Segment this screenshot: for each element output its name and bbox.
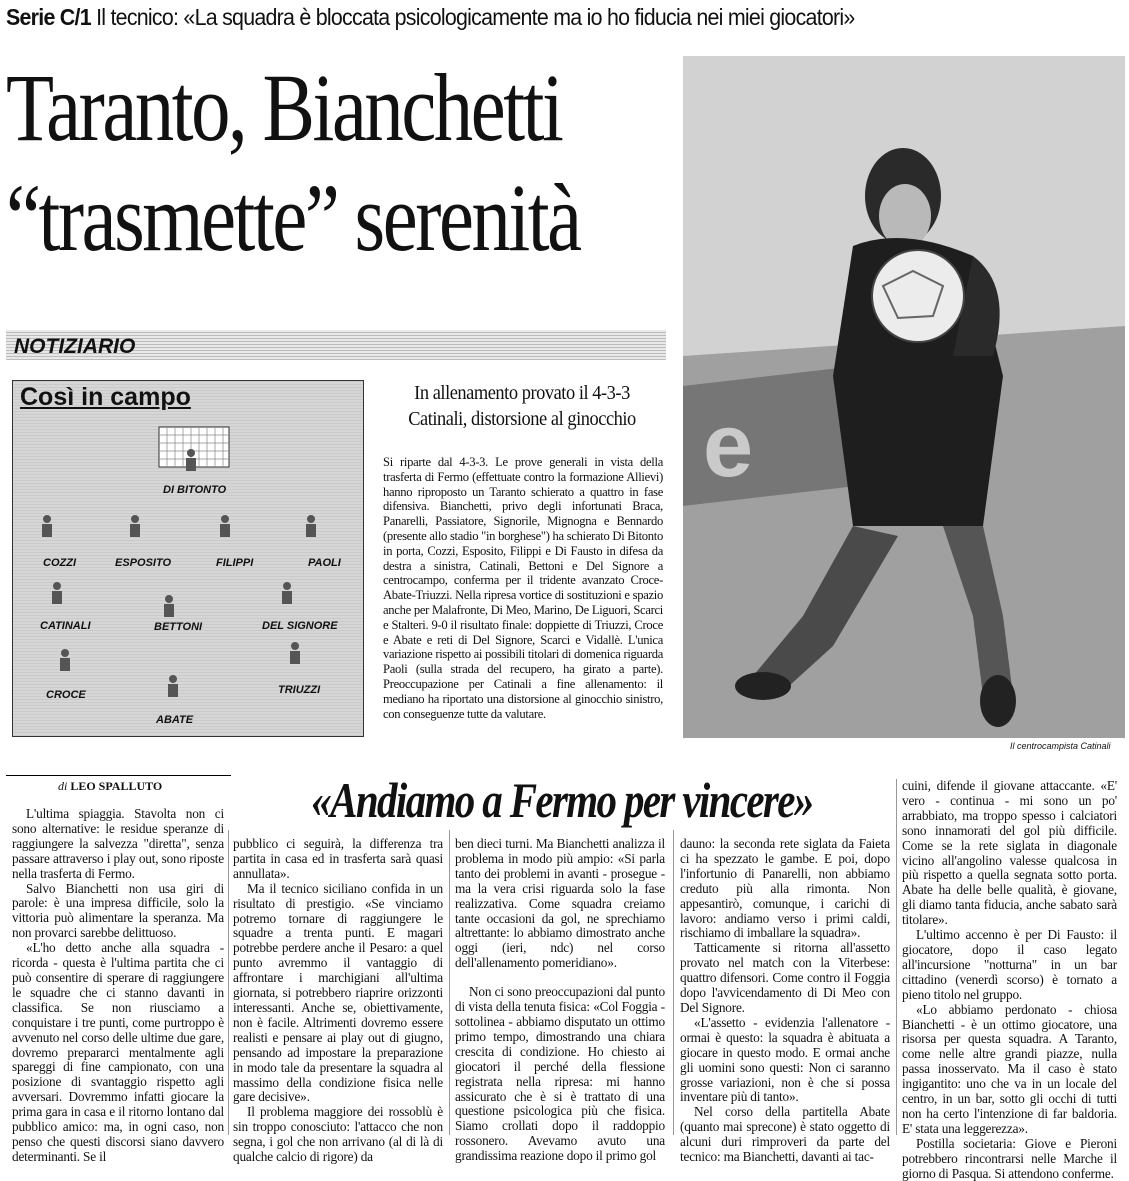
paragraph: Nel corso della partitella Abate (quanto mai sprecone) è stato oggetto di alcuni duri rimproveri da parte del tecnico: ma Bianchetti, davanti ai tac- xyxy=(680,1104,890,1165)
player-label: ABATE xyxy=(156,714,194,726)
photo-caption: Il centrocampista Catinali xyxy=(1010,741,1111,751)
paragraph: cuini, difende il giovane attaccante. «E' vero - continua - mi sono un po' arrabbiato, ma troppo spesso i calciatori sono innamorati del gol più difficile. Come se la rete siglata in diagonale vicino all'angolino valesse qualcosa in più rispetto a quella segnata sotto porta. Abate ha delle belle qualità, è giovane, gli diamo tanta fiducia, anche sabato sarà titolare». xyxy=(902,778,1117,928)
sidebar-subtitle xyxy=(384,380,660,432)
sidebar-subtitle-line-1: In allenamento provato il 4-3-3 xyxy=(414,382,630,404)
paragraph: L'ultima spiaggia. Stavolta non ci sono alternative: le residue speranze di raggiungere la salvezza "diretta", senza passare attraverso i play out, sono riposte nella trasferta di Fermo. xyxy=(12,806,224,881)
paragraph: dauno: la seconda rete siglata da Faieta ci ha spezzato le gambe. E poi, dopo l'infortunio di Panarelli, non abbiamo creduto più alla rimonta. Non appesantirò, comunque, i carichi di lavoro: andiamo verso i primi caldi, rischiamo di imballare la squadra». xyxy=(680,836,890,941)
player-label: BETTONI xyxy=(154,621,203,633)
article-column-3 xyxy=(455,837,665,1164)
paragraph: Tatticamente si ritorna all'assetto provato nel match con la Viterbese: quattro difensori. Come contro il Foggia dopo l'avvicendamento di Di Meo con Del Signore. xyxy=(680,940,890,1015)
sidebar-subtitle-line-2: Catinali, distorsione al ginocchio xyxy=(408,408,636,430)
paragraph: pubblico ci seguirà, la differenza tra partita in casa ed in trasferta sarà quasi annullata». xyxy=(233,836,443,881)
paragraph: Non ci sono preoccupazioni dal punto di vista della tenuta fisica: «Col Foggia - sottolinea - abbiamo disputato un ottimo primo tempo, dimostrando una chiara crescita di condizione. Ho chiesto ai giocatori il perché della flessione registrata nella ripresa: mi hanno assicurato che è si è trattato di una questione psicologica più che fisica. Siamo crollati dopo il raddoppio rossonero. Avevamo avuto una grandissima reazione dopo il primo gol xyxy=(455,984,665,1164)
byline-rule xyxy=(6,775,231,776)
paragraph: «Lo abbiamo perdonato - chiosa Bianchetti - è un ottimo giocatore, una risorsa per questa squadra. A Taranto, come nelle altre grandi piazze, nulla passa inosservato. Ma il caso è stato ingigantito: uno che va in un locale del centro, in un bar, sotto gli occhi di tutti non ha certo l'intenzione di far baldoria. E' stata una leggerezza». xyxy=(902,1001,1117,1136)
column-divider xyxy=(449,830,450,1135)
paragraph: «L'assetto - evidenzia l'allenatore - ormai è questo: la squadra è abituata a giocare in questo modo. E ormai anche gli uomini sono questi: Non ci saranno grosse variazioni, non è che si possa inventare più di tanto». xyxy=(680,1014,890,1105)
byline-author: LEO SPALLUTO xyxy=(70,779,163,793)
player-label: DI BITONTO xyxy=(163,484,227,496)
player-figure-icon xyxy=(164,595,174,617)
sidebar-body: Si riparte dal 4-3-3. Le prove generali in vista della trasferta di Fermo (effettuate contro la formazione Allievi) hanno riproposto un Taranto schierato a quattro in fase difensiva. Bianchetti, privo degli infortunati Braca, Panarelli, Passiatore, Signorile, Mignogna e Bennardo (presente allo stadio "in borghese") ha schierato Di Bitonto in porta, Cozzi, Esposito, Filippi e Di Fausto in difesa da destra a sinistra, Catinali, Bettoni e Del Signore a centrocampo, conferma per il tridente avanzato Croce-Abate-Triuzzi. Nella ripresa vortice di sostituzioni e spazio anche per Malafronte, Di Meo, Marino, De Liguori, Scarci e Stalteri. 9-0 il risultato finale: doppiette di Triuzzi, Croce e Abate e reti di Del Signore, Scarci e Vidallè. L'unica variazione rispetto ai possibili titolari di domenica riguarda Paoli (sulla strada del recupero, ha girato a parte). Preoccupazione per Catinali a fine allenamento: il mediano ha riportato una distorsione al ginocchio sinistro, con conseguenze tutte da valutare. xyxy=(383,455,663,721)
headline-line-1: Taranto, Bianchetti xyxy=(6,54,562,161)
byline xyxy=(58,779,162,794)
kicker-text: Il tecnico: «La squadra è bloccata psicologicamente ma io ho fiducia nei miei giocatori» xyxy=(96,4,855,30)
player-label: ESPOSITO xyxy=(115,557,172,569)
player-label: TRIUZZI xyxy=(278,684,321,696)
player-figure-icon xyxy=(130,515,140,537)
player-figure-icon xyxy=(306,515,316,537)
player-label: FILIPPI xyxy=(216,557,254,569)
player-figure-icon xyxy=(42,515,52,537)
article-column-2 xyxy=(233,837,443,1165)
paragraph: ben dieci turni. Ma Bianchetti analizza il problema in modo più ampio: «Si parla tanto dei problemi in avanti - prosegue - ma la vera crisi riguarda solo la fase realizzativa. Come squadra creiamo tante occasioni da gol, ne sprechiamo altrettante: lo abbiamo dimostrato anche oggi (ieri, ndc) nel corso dell'allenamento pomeridiano». xyxy=(455,836,665,971)
column-divider xyxy=(896,779,897,1135)
player-label: DEL SIGNORE xyxy=(262,620,338,632)
svg-text:e: e xyxy=(703,396,754,496)
player-figure-icon xyxy=(60,649,70,671)
player-photo-illustration xyxy=(683,56,1125,738)
column-divider xyxy=(228,830,229,1135)
section-label: Serie C/1 xyxy=(6,4,91,30)
player-label: CROCE xyxy=(46,689,86,701)
article-column-4 xyxy=(680,837,890,1165)
player-figure-icon xyxy=(290,642,300,664)
paragraph: «L'ho detto anche alla squadra - ricorda - questa è l'ultima partita che ci può consentire di sperare di raggiungere le squadre che ci stanno davanti in classifica. Se non riusciamo a conquistare i tre punti, come purtroppo è avvenuto nel corso delle ultime due gare, dovremo prepararci mentalmente agli spareggi di fine campionato, con una posizione di svantaggio rispetto agli avversari. Dovremmo infatti giocare la prima gara in casa e il ritorno lontano dal pubblico amico: ma, in ogni caso, non penso che questi discorsi siano davvero determinanti. Se il xyxy=(12,940,224,1164)
paragraph: Salvo Bianchetti non usa giri di parole: è una impresa difficile, solo la vittoria può alimentare la speranza. Ma non provarci sarebbe delittuoso. xyxy=(12,880,224,941)
article-title: «Andiamo a Fermo per vincere» xyxy=(311,772,813,828)
kicker-line xyxy=(6,4,1046,34)
article-column-1 xyxy=(12,807,224,1165)
headline-line-2: “trasmette” serenità xyxy=(6,164,580,271)
notiziario-label: NOTIZIARIO xyxy=(14,335,136,358)
formation-title: Così in campo xyxy=(20,383,191,411)
player-figure-icon xyxy=(220,515,230,537)
player-label: COZZI xyxy=(43,557,76,569)
player-figure-icon xyxy=(168,675,178,697)
player-figure-icon xyxy=(186,449,196,471)
player-photo xyxy=(683,56,1125,738)
paragraph: Ma il tecnico siciliano confida in un risultato di prestigio. «Se vinciamo potremo tornare di raggiungere le squadre a trenta punti. E magari potrebbe perdere anche il Pesaro: a quel punto avremmo il vantaggio di affrontare i marchigiani all'ultima giornata, si potrebbero riaprire orizzonti interessanti. Anche se, obiettivamente, non è facile. Altrimenti dovremo essere realisti e pensare ai play out di giugno, pensando ad impostare la preparazione in modo tale da presentare la squadra al massimo della condizione fisica nelle gare decisive». xyxy=(233,880,443,1105)
player-figure-icon xyxy=(52,582,62,604)
player-label: PAOLI xyxy=(308,557,341,569)
player-label: CATINALI xyxy=(40,620,91,632)
paragraph: Postilla societaria: Giove e Pieroni potrebbero rincontrarsi nelle Marche il giorno di Pasqua. Si attendono conferme. xyxy=(902,1135,1117,1181)
column-divider xyxy=(673,830,674,1135)
paragraph: L'ultimo accenno è per Di Fausto: il giocatore, dopo il caso legato all'incursione "notturna" in un bar cittadino (venerdì scorso) è tornato a pieno titolo nel gruppo. xyxy=(902,927,1117,1002)
article-column-5 xyxy=(902,779,1117,1181)
byline-prefix: di xyxy=(58,779,68,793)
paragraph: Il problema maggiore dei rossoblù è sin troppo conosciuto: l'attacco che non segna, i gol che non arrivano (al di là di qualche calcio di rigore) da xyxy=(233,1104,443,1165)
player-figure-icon xyxy=(282,582,292,604)
